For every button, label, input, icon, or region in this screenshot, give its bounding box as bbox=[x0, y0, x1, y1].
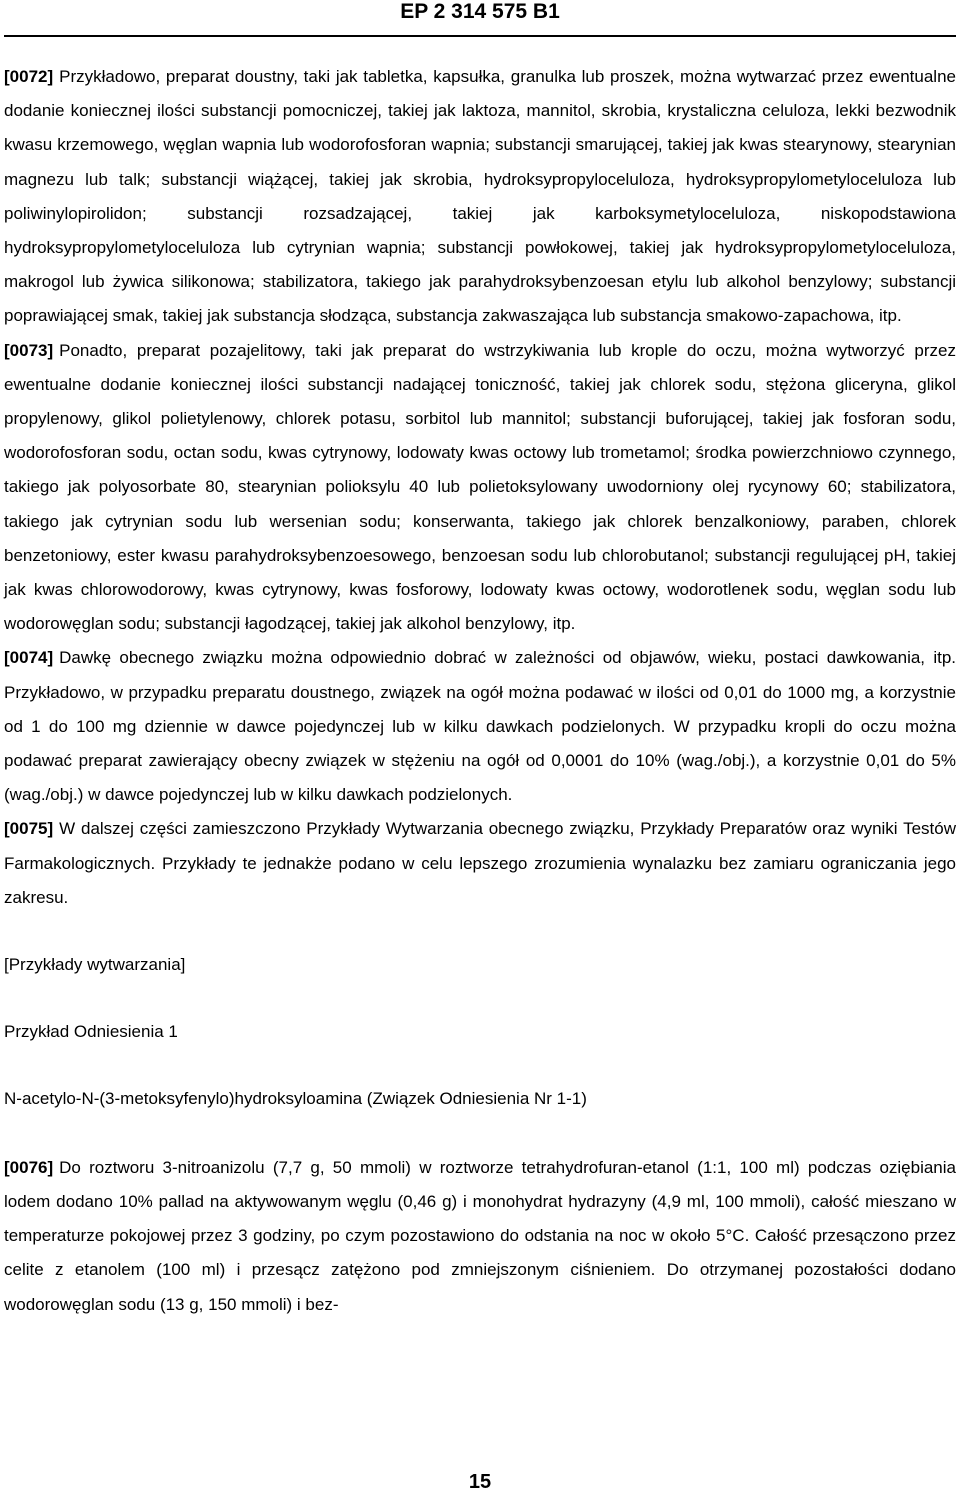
document-body bbox=[4, 60, 956, 1322]
paragraph-number: [0073] bbox=[4, 340, 54, 360]
paragraph-number: [0075] bbox=[4, 819, 54, 839]
paragraph-text: Ponadto, preparat pozajelitowy, taki jak preparat do wstrzykiwania lub krople do oczu, można wytworzyć przez ewentualne dodanie koniecznej ilości substancji nadającej toniczność, takiej jak chlorek sodu, stężona gliceryna, glikol propylenowy, glikol polietylenowy, chlorek potasu, sorbitol lub mannitol; substancji buforującej, takiej jak fosforan sodu, wodorofosforan sodu, octan sodu, kwas cytrynowy, lodowaty kwas octowy lub trometamol; środka powierzchniowo czynnego, takiego jak polyosorbate 80, stearynian polioksylu 40 lub polietoksylowany uwodorniony olej rycynowy 60; stabilizatora, takiego jak cytrynian sodu lub wersenian sodu; konserwanta, takiego jak chlorek benzalkoniowy, paraben, chlorek benzetoniowy, ester kwasu parahydroksybenzoesowego, benzoesan sodu lub chlorobutanol; substancji regulującej pH, takiej jak kwas chlorowodorowy, kwas cytrynowy, kwas fosforowy, lodowaty kwas octowy, wodorotlenek sodu, węglan sodu lub wodorowęglan sodu; substancji łagodzącej, takiej jak alkohol benzylowy, itp. bbox=[4, 340, 956, 634]
paragraph-0072 bbox=[4, 60, 956, 334]
paragraph-0073 bbox=[4, 334, 956, 642]
paragraph-text: Przykładowo, preparat doustny, taki jak tabletka, kapsułka, granulka lub proszek, można wytwarzać przez ewentualne dodanie koniecznej ilości substancji pomocniczej, takiej jak laktoza, mannitol, skrobia, krystaliczna celuloza, lekki bezwodnik kwasu krzemowego, węglan wapnia lub wodorofosforan wapnia; substancji smarującej, takiej jak kwas stearynowy, stearynian magnezu lub talk; substancji wiążącej, takiej jak skrobia, hydroksypropyloceluloza, hydroksypropylometyloceluloza lub poliwinylopirolidon; substancji rozsadzającej, takiej jak karboksymetyloceluloza, niskopodstawiona hydroksypropylometyloceluloza lub cytrynian wapnia; substancji powłokowej, takiej jak hydroksypropylometyloceluloza, makrogol lub żywica silikonowa; stabilizatora, takiego jak parahydroksybenzoesan etylu lub alkohol benzylowy; substancji poprawiającej smak, takiej jak substancja słodząca, substancja zakwaszająca lub substancja smakowo-zapachowa, itp. bbox=[4, 67, 956, 326]
paragraph-number: [0072] bbox=[4, 67, 54, 86]
paragraph-text: W dalszej części zamieszczono Przykłady Wytwarzania obecnego związku, Przykłady Preparatów oraz wyniki Testów Farmakologicznych. Przykłady te jednakże podano w celu lepszego zrozumienia wynalazku bez zamiaru ograniczania jego zakresu. bbox=[4, 819, 956, 907]
page-number: 15 bbox=[468, 1471, 492, 1493]
paragraph-0074 bbox=[4, 641, 956, 812]
patent-number-header: EP 2 314 575 B1 bbox=[400, 0, 560, 23]
compound-heading: N-acetylo-N-(3-metoksyfenylo)hydroksyloamina (Związek Odniesienia Nr 1-1) bbox=[4, 1089, 587, 1109]
section-heading: [Przykłady wytwarzania] bbox=[4, 955, 186, 975]
example-heading: Przykład Odniesienia 1 bbox=[4, 1022, 178, 1042]
paragraph-0076 bbox=[4, 1151, 956, 1322]
paragraph-text: Do roztworu 3-nitroanizolu (7,7 g, 50 mmoli) w roztworze tetrahydrofuran-etanol (1:1, 100 ml) podczas oziębiania lodem dodano 10% pallad na aktywowanym węglu (0,46 g) i monohydrat hydrazyny (4,9 ml, 100 mmoli), całość mieszano w temperaturze pokojowej przez 3 godziny, po czym pozostawiono do odstania na noc w około 5°C. Całość przesączono przez celite z etanolem (100 ml) i przesącz zatężono pod zmniejszonym ciśnieniem. Do otrzymanej pozostałości dodano wodorowęglan sodu (13 g, 150 mmoli) i bez- bbox=[4, 1157, 956, 1314]
header-divider bbox=[4, 35, 956, 37]
paragraph-text: Dawkę obecnego związku można odpowiednio dobrać w zależności od objawów, wieku, postaci dawkowania, itp. Przykładowo, w przypadku preparatu doustnego, związek na ogół można podawać w ilości od 0,01 do 1000 mg, a korzystnie od 1 do 100 mg dziennie w dawce pojedynczej lub w kilku dawkach podzielonych. W przypadku kropli do oczu można podawać preparat zawierający obecny związek w stężeniu na ogół od 0,0001 do 10% (wag./obj.), a korzystnie 0,01 do 5% (wag./obj.) w dawce pojedynczej lub w kilku dawkach podzielonych. bbox=[4, 648, 956, 805]
paragraph-0075 bbox=[4, 812, 956, 915]
paragraph-number: [0076] bbox=[4, 1157, 54, 1177]
paragraph-number: [0074] bbox=[4, 648, 54, 668]
